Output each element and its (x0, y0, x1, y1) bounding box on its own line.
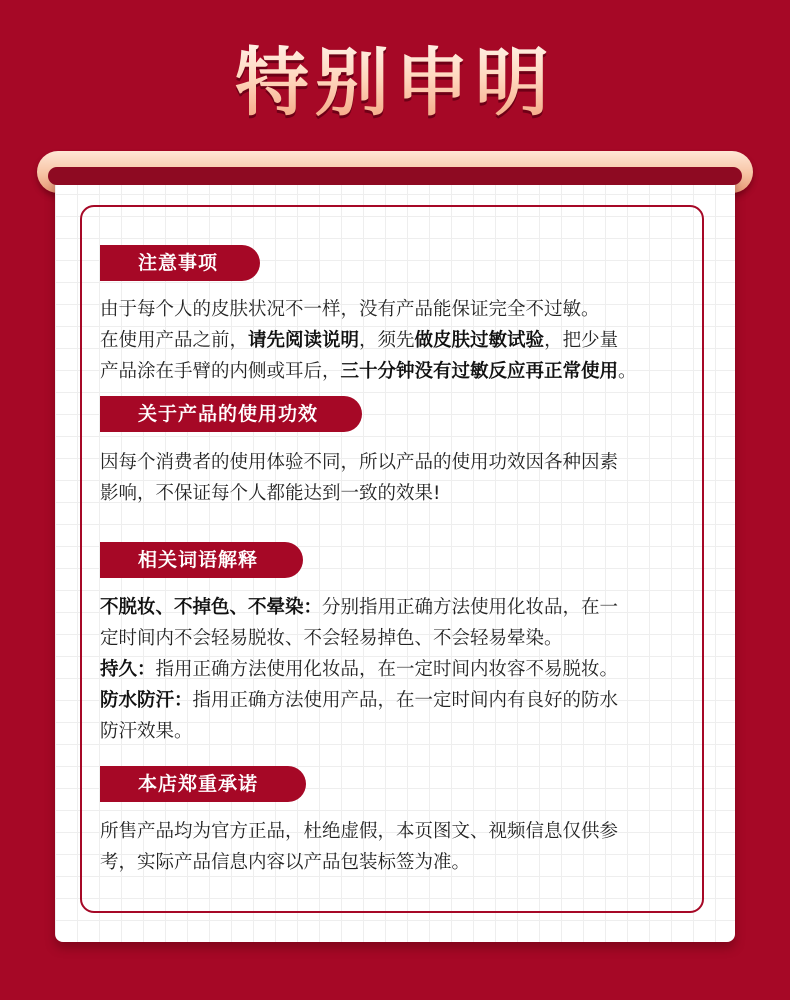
text-emphasis: 三十分钟没有过敏反应再正常使用 (340, 361, 619, 382)
section-label-terms: 相关词语解释 (100, 542, 303, 578)
section-text-promise (100, 816, 700, 878)
text-emphasis: 做皮肤过敏试验 (414, 330, 545, 351)
text-line: 因每个消费者的使用体验不同，所以产品的使用功效因各种因素 (100, 452, 619, 473)
text-line: 所售产品均为官方正品，杜绝虚假，本页图文、视频信息仅供参 (100, 821, 619, 842)
text-segment: ，须先 (359, 330, 415, 351)
scroll-rod-slot (48, 167, 742, 185)
term-definition: 指用正确方法使用产品，在一定时间内有良好的防水 (192, 690, 619, 711)
text-emphasis: 请先阅读说明 (248, 330, 360, 351)
text-line: 由于每个人的皮肤状况不一样，没有产品能保证完全不过敏。 (100, 299, 600, 320)
text-line: 防汗效果。 (100, 721, 193, 742)
section-label-notice: 注意事项 (100, 245, 260, 281)
text-segment: 。 (618, 361, 637, 382)
text-segment: 产品涂在手臂的内侧或耳后， (100, 361, 341, 382)
text-line: 影响，不保证每个人都能达到一致的效果! (100, 483, 441, 504)
text-line: 定时间内不会轻易脱妆、不会轻易掉色、不会轻易晕染。 (100, 628, 563, 649)
term-name: 持久： (100, 659, 156, 680)
term-name: 防水防汗： (100, 690, 193, 711)
section-text-efficacy (100, 447, 700, 509)
page-title: 特别申明 (0, 38, 790, 128)
section-text-terms (100, 592, 700, 747)
text-line: 考，实际产品信息内容以产品包装标签为准。 (100, 852, 471, 873)
text-segment: ，把少量 (544, 330, 619, 351)
term-name: 不脱妆、不掉色、不晕染： (100, 597, 323, 618)
section-text-notice (100, 294, 700, 387)
term-definition: 分别指用正确方法使用化妆品，在一 (322, 597, 619, 618)
text-segment: 在使用产品之前， (100, 330, 249, 351)
section-label-efficacy: 关于产品的使用功效 (100, 396, 362, 432)
term-definition: 指用正确方法使用化妆品，在一定时间内妆容不易脱妆。 (155, 659, 619, 680)
section-label-promise: 本店郑重承诺 (100, 766, 306, 802)
